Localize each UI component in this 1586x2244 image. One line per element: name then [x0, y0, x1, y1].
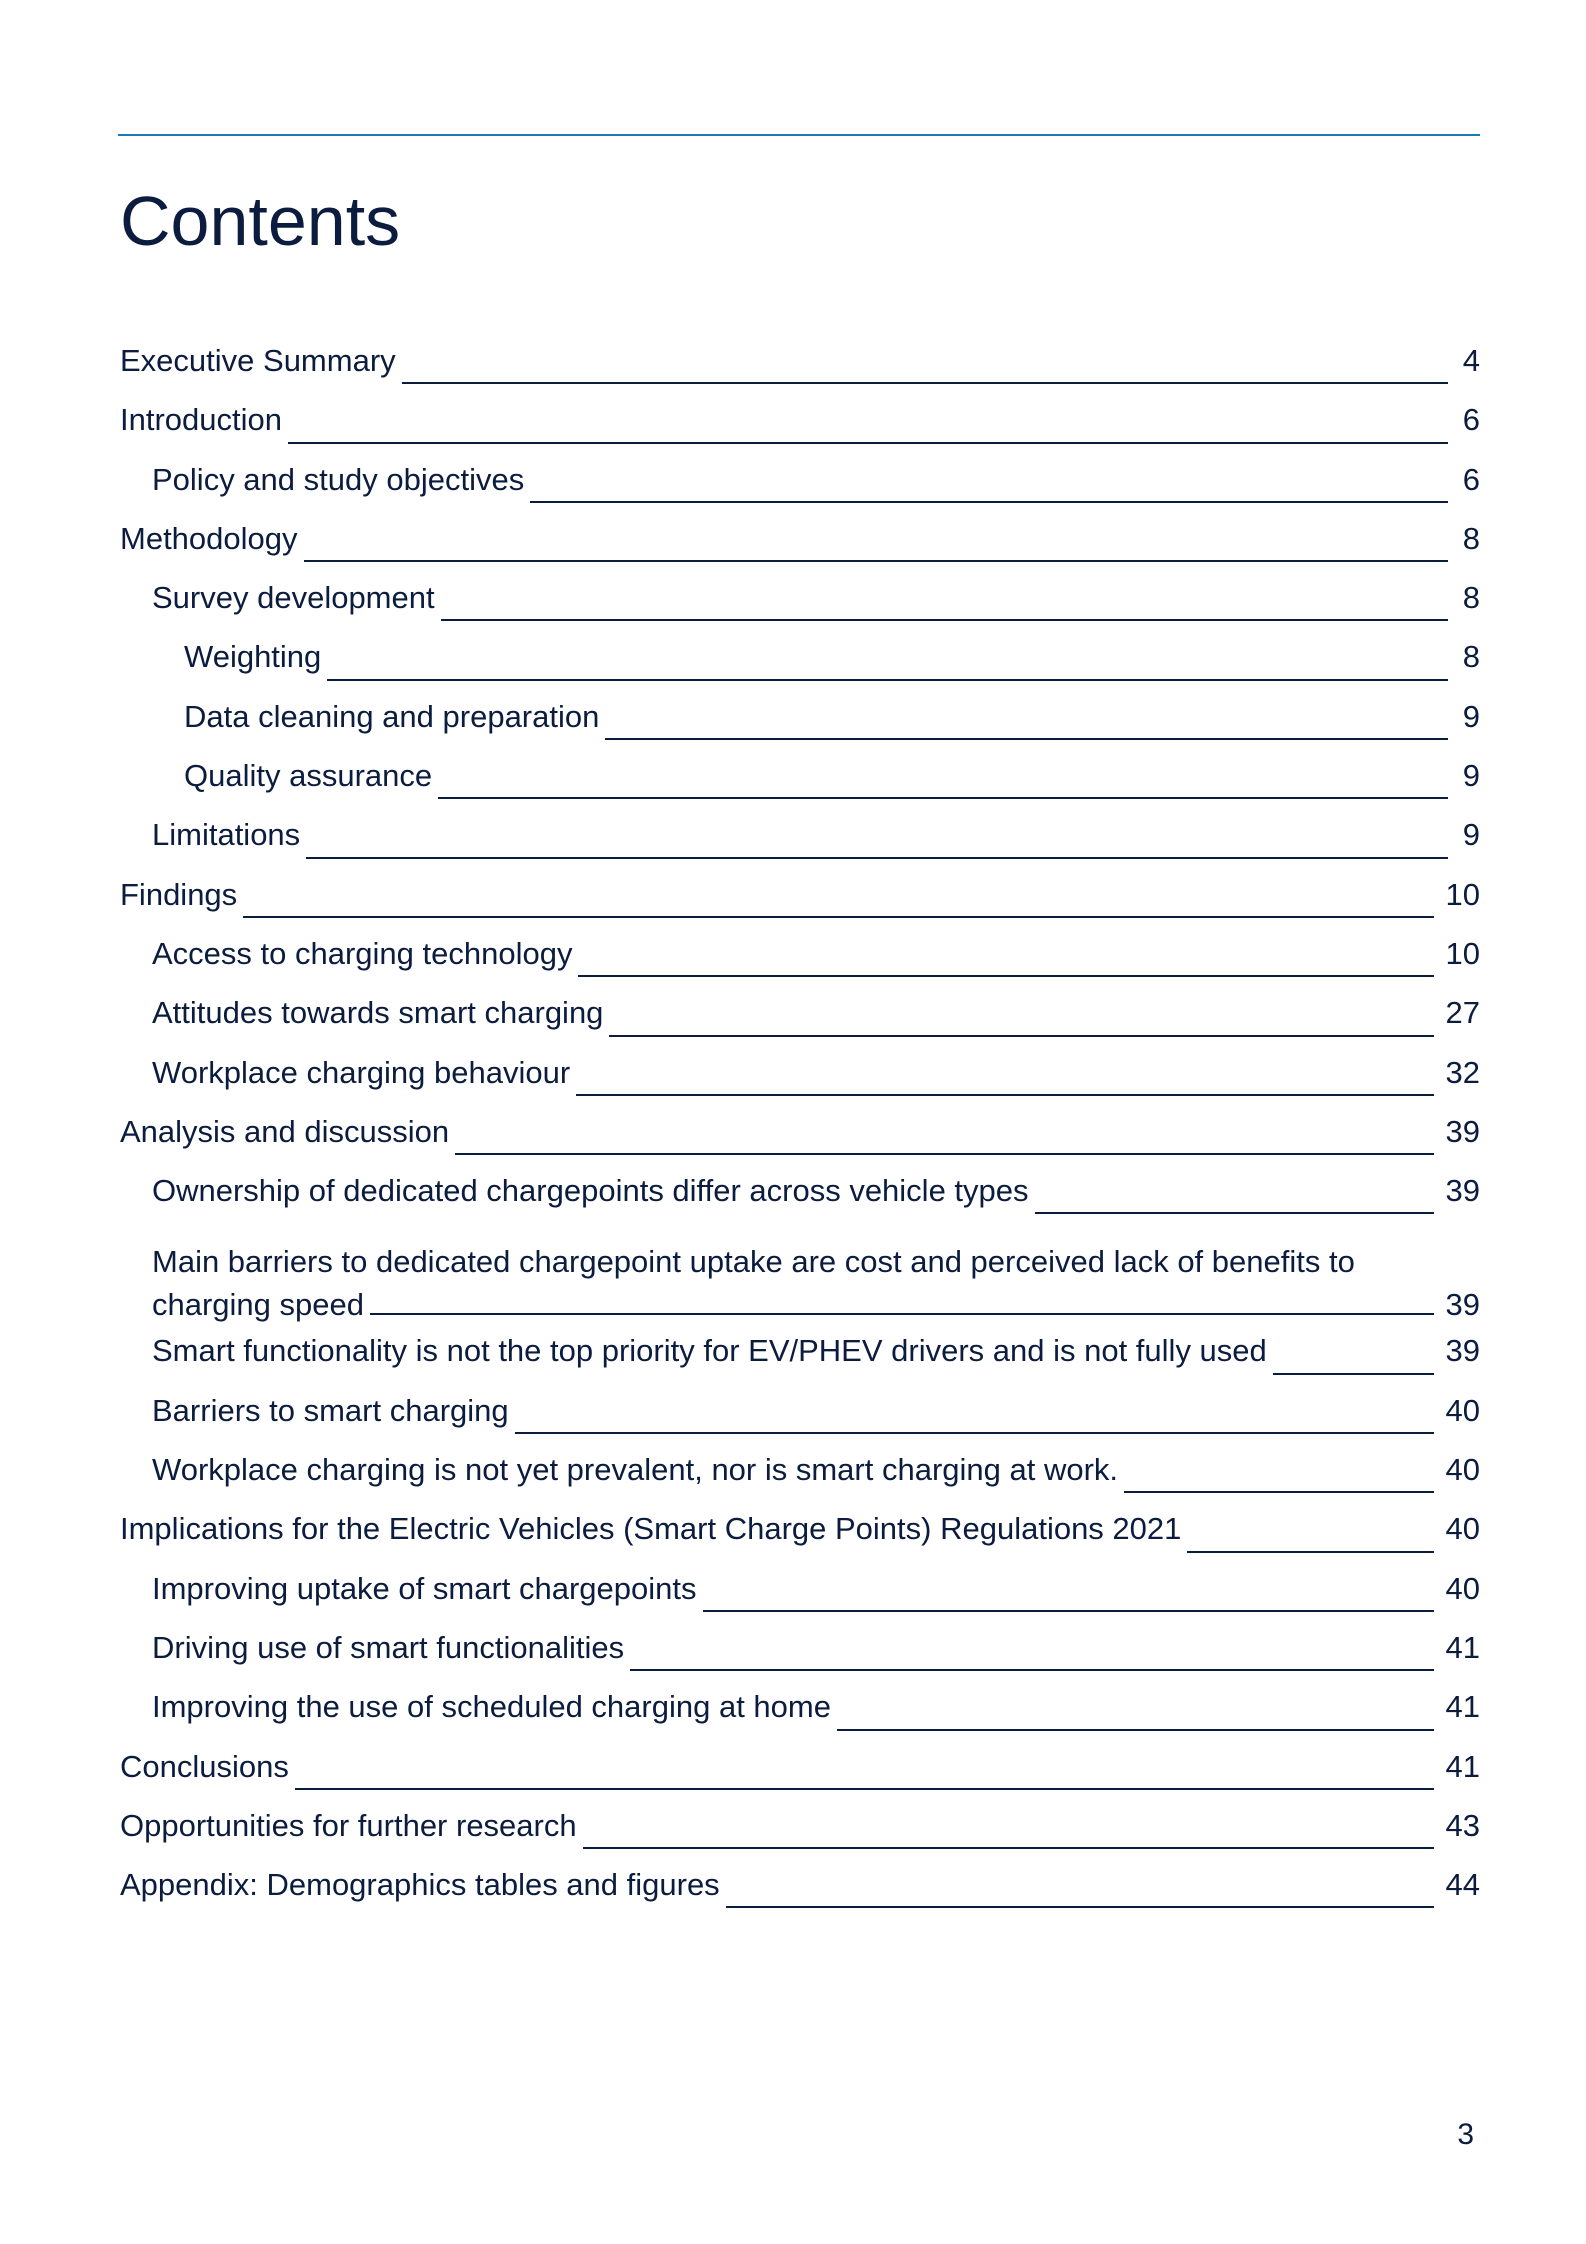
toc-page-number[interactable]: 9 — [1462, 817, 1480, 853]
toc-entry[interactable] — [120, 520, 1480, 579]
toc-page-number[interactable]: 44 — [1445, 1867, 1480, 1903]
toc-leader — [1187, 1551, 1433, 1553]
toc-page-number[interactable]: 10 — [1445, 935, 1480, 971]
toc-entry-title-wrapped[interactable] — [152, 1241, 1446, 1333]
toc-entry-title[interactable]: Attitudes towards smart charging — [152, 995, 604, 1031]
toc-page-number[interactable]: 6 — [1462, 402, 1480, 438]
toc-entry-title-line2-row — [152, 1284, 1446, 1327]
toc-entry[interactable] — [120, 1570, 1480, 1629]
toc-entry-title[interactable]: Weighting — [184, 639, 322, 675]
table-of-contents — [120, 342, 1480, 1925]
toc-entry[interactable] — [120, 1451, 1480, 1510]
toc-leader — [583, 1847, 1434, 1849]
toc-leader — [243, 916, 1433, 918]
toc-page-number[interactable]: 39 — [1445, 1286, 1480, 1322]
toc-page-number[interactable]: 39 — [1445, 1173, 1480, 1209]
toc-entry-title[interactable]: Implications for the Electric Vehicles (Smart Charge Points) Regulations 2021 — [120, 1511, 1182, 1547]
toc-leader — [402, 382, 1448, 384]
toc-entry-title[interactable]: Barriers to smart charging — [152, 1392, 509, 1428]
toc-page-number[interactable]: 39 — [1445, 1333, 1480, 1369]
toc-entry[interactable] — [120, 698, 1480, 757]
toc-leader — [441, 619, 1448, 621]
toc-leader — [295, 1788, 1434, 1790]
page-title: Contents — [120, 182, 401, 260]
toc-entry-title[interactable]: Improving uptake of smart chargepoints — [152, 1570, 697, 1606]
toc-page-number[interactable]: 10 — [1445, 876, 1480, 912]
toc-leader — [578, 975, 1433, 977]
toc-entry[interactable] — [120, 1332, 1480, 1391]
toc-page-number[interactable]: 40 — [1445, 1392, 1480, 1428]
toc-leader — [726, 1906, 1434, 1908]
toc-page-number[interactable]: 40 — [1445, 1511, 1480, 1547]
toc-page-number[interactable]: 4 — [1462, 343, 1480, 378]
toc-entry[interactable] — [120, 994, 1480, 1053]
toc-entry-title[interactable]: Appendix: Demographics tables and figures — [120, 1867, 720, 1903]
toc-entry-title[interactable]: Opportunities for further research — [120, 1807, 577, 1843]
toc-entry-title-line1[interactable]: Main barriers to dedicated chargepoint uptake are cost and perceived lack of benefits to — [152, 1243, 1355, 1279]
toc-page-number[interactable]: 41 — [1445, 1689, 1480, 1725]
toc-entry-title[interactable]: Smart functionality is not the top priority for EV/PHEV drivers and is not fully used — [152, 1333, 1267, 1369]
toc-page-number[interactable]: 40 — [1445, 1452, 1480, 1488]
toc-entry-title[interactable]: Quality assurance — [184, 758, 433, 794]
toc-leader — [306, 857, 1448, 859]
toc-entry[interactable] — [120, 1866, 1480, 1925]
toc-leader — [370, 1313, 1434, 1315]
toc-leader — [530, 501, 1448, 503]
toc-leader — [515, 1432, 1434, 1434]
toc-leader — [455, 1153, 1433, 1155]
toc-entry[interactable] — [120, 1748, 1480, 1807]
toc-page-number[interactable]: 40 — [1445, 1570, 1480, 1606]
header-rule — [118, 134, 1480, 136]
toc-entry-title[interactable]: Improving the use of scheduled charging at home — [152, 1689, 831, 1725]
page-number: 3 — [1457, 2118, 1474, 2151]
toc-entry[interactable] — [120, 1172, 1480, 1231]
toc-entry-title[interactable]: Executive Summary — [120, 343, 396, 378]
toc-entry-title[interactable]: Methodology — [120, 520, 298, 556]
toc-leader — [1124, 1491, 1433, 1493]
toc-leader — [304, 560, 1448, 562]
toc-leader — [609, 1035, 1433, 1037]
toc-page-number[interactable]: 6 — [1462, 461, 1480, 497]
toc-page-number[interactable]: 27 — [1445, 995, 1480, 1031]
toc-entry-title[interactable]: Access to charging technology — [152, 935, 573, 971]
toc-leader — [837, 1729, 1434, 1731]
toc-entry[interactable] — [120, 1807, 1480, 1866]
toc-entry[interactable] — [120, 1688, 1480, 1747]
toc-entry[interactable] — [120, 935, 1480, 994]
toc-entry[interactable] — [120, 1629, 1480, 1688]
toc-entry[interactable] — [120, 342, 1480, 401]
toc-entry-title[interactable]: Analysis and discussion — [120, 1113, 450, 1149]
toc-entry[interactable] — [120, 876, 1480, 935]
toc-entry-title[interactable]: Survey development — [152, 580, 435, 616]
toc-entry-title[interactable]: Workplace charging is not yet prevalent, nor is smart charging at work. — [152, 1452, 1119, 1488]
toc-entry-title-line2[interactable]: charging speed — [152, 1286, 364, 1322]
toc-entry[interactable] — [120, 1054, 1480, 1113]
toc-page-number[interactable]: 9 — [1462, 758, 1480, 794]
toc-entry[interactable] — [120, 638, 1480, 697]
toc-leader — [605, 738, 1448, 740]
toc-entry[interactable] — [120, 1392, 1480, 1451]
toc-entry-title[interactable]: Data cleaning and preparation — [184, 698, 600, 734]
toc-entry-title[interactable]: Workplace charging behaviour — [152, 1054, 571, 1090]
toc-entry-title[interactable]: Driving use of smart functionalities — [152, 1629, 625, 1665]
toc-leader — [1273, 1373, 1434, 1375]
toc-entry[interactable] — [120, 816, 1480, 875]
toc-leader — [630, 1669, 1433, 1671]
toc-entry-title[interactable]: Conclusions — [120, 1748, 289, 1784]
toc-entry[interactable] — [120, 461, 1480, 520]
toc-entry[interactable] — [120, 757, 1480, 816]
toc-entry[interactable] — [120, 1231, 1480, 1332]
toc-leader — [703, 1610, 1434, 1612]
toc-entry-title[interactable]: Policy and study objectives — [152, 461, 525, 497]
toc-page-number[interactable]: 43 — [1445, 1807, 1480, 1843]
toc-page-number[interactable]: 8 — [1462, 580, 1480, 616]
toc-page-number[interactable]: 39 — [1445, 1113, 1480, 1149]
toc-leader — [1035, 1212, 1434, 1214]
toc-leader — [327, 679, 1448, 681]
toc-entry[interactable] — [120, 1510, 1480, 1569]
toc-entry-title[interactable]: Introduction — [120, 402, 282, 438]
toc-entry[interactable] — [120, 579, 1480, 638]
toc-leader — [576, 1094, 1433, 1096]
toc-entry[interactable] — [120, 401, 1480, 460]
toc-page-number[interactable]: 8 — [1462, 520, 1480, 556]
toc-entry-title[interactable]: Findings — [120, 876, 238, 912]
toc-leader — [438, 797, 1448, 799]
toc-page-number[interactable]: 41 — [1445, 1629, 1480, 1665]
toc-page-number[interactable]: 8 — [1462, 639, 1480, 675]
toc-leader — [288, 442, 1448, 444]
toc-page-number[interactable]: 9 — [1462, 698, 1480, 734]
toc-page-number[interactable]: 41 — [1445, 1748, 1480, 1784]
toc-entry[interactable] — [120, 1113, 1480, 1172]
toc-page-number[interactable]: 32 — [1445, 1054, 1480, 1090]
toc-entry-title[interactable]: Limitations — [152, 817, 301, 853]
toc-entry-title[interactable]: Ownership of dedicated chargepoints differ across vehicle types — [152, 1173, 1029, 1209]
